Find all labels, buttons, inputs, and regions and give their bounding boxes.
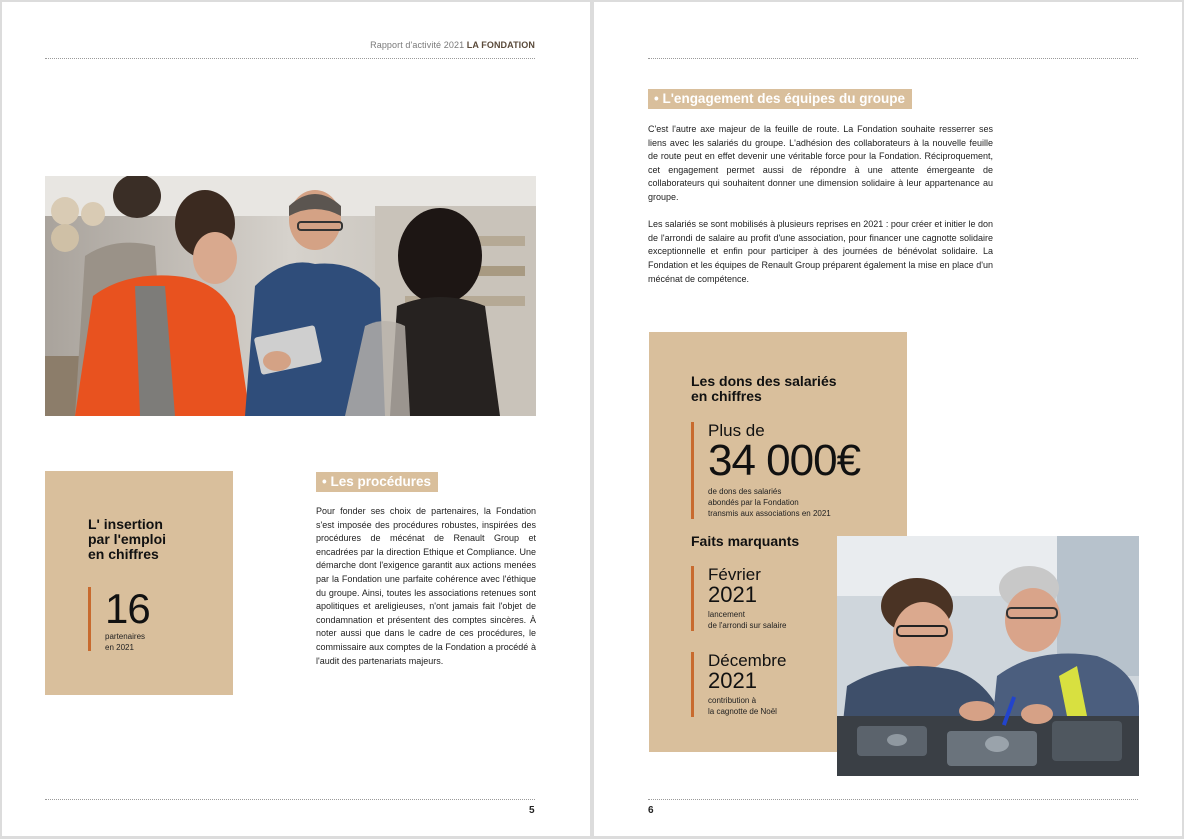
report-title: Rapport d'activité 2021 <box>370 40 465 50</box>
page-right <box>594 2 1182 836</box>
insertion-title-line-2: par l'emploi <box>88 531 167 547</box>
partner-caption-line-2: en 2021 <box>105 643 134 652</box>
dons-caption-line-2: abondés par la Fondation <box>708 498 799 507</box>
engagement-body <box>648 123 993 300</box>
fait-1-caption <box>708 609 786 631</box>
dons-stat <box>691 422 860 519</box>
header-divider-right <box>648 58 1138 59</box>
dons-caption-line-1: de dons des salariés <box>708 487 782 496</box>
engineers-workshop-image <box>837 536 1139 776</box>
page-number-right: 6 <box>648 805 654 816</box>
procedures-heading: • Les procédures <box>316 472 438 492</box>
insertion-box-title <box>88 517 166 562</box>
fait-item-1 <box>691 566 786 631</box>
fait-2-month: Décembre <box>708 651 787 670</box>
faits-title: Faits marquants <box>691 533 800 549</box>
procedures-paragraph: Pour fonder ses choix de partenaires, la Fondation s'est imposée des procédures robustes, inspirées des procédures de mécénat de Renault Group et encadrées par la direction Ethique et Compliance. Une démarche dont l'exigence garantit aux actions menées par la Fondation une parfaite cohérence avec l'éthique du groupe. Ainsi, toutes les associations retenues sont apolitiques et areligieuses, n'ont jamais fait l'objet de condamnation et présentent des comptes sincères. À noter aussi que dans le cadre de ces procédures, le commissaire aux comptes de la Fondation a procédé à l'audit des partenariats majeurs. <box>316 506 536 666</box>
insertion-title-line-1: L' insertion <box>88 516 163 532</box>
page-left <box>2 2 590 836</box>
insertion-stats-box <box>45 471 233 695</box>
partner-count: 16 <box>105 585 150 632</box>
fait-1-year: 2021 <box>708 582 757 607</box>
engagement-paragraph-2: Les salariés se sont mobilisés à plusieurs reprises en 2021 : pour créer et initier le don de l'arrondi de salaire au profit d'une association, pour financer une cagnotte solidaire exceptionnelle et enfin pour participer à des journées de bénévolat solidaire. La Fondation et les équipes de Renault Group préparent également la mise en place d'un mécénat de compétence. <box>648 219 993 284</box>
procedures-body <box>316 505 536 682</box>
dons-box-title <box>691 374 837 404</box>
dons-caption <box>708 486 860 519</box>
fait-2-caption-line-1: contribution à <box>708 696 757 705</box>
partner-caption-line-1: partenaires <box>105 632 146 641</box>
fait-1-caption-line-1: lancement <box>708 610 745 619</box>
dons-title-line-2: en chiffres <box>691 388 762 404</box>
fait-item-2 <box>691 652 786 717</box>
dons-prefix: Plus de <box>708 421 765 440</box>
insertion-title-line-3: en chiffres <box>88 546 159 562</box>
warehouse-team-image <box>45 176 536 416</box>
dons-title-line-1: Les dons des salariés <box>691 373 837 389</box>
photo-engineers-workshop <box>837 536 1139 776</box>
engagement-heading: • L'engagement des équipes du groupe <box>648 89 912 109</box>
running-header <box>370 40 535 50</box>
fait-2-caption-line-2: la cagnotte de Noël <box>708 707 777 716</box>
fait-1-caption-line-2: de l'arrondi sur salaire <box>708 621 787 630</box>
partner-caption <box>105 631 150 653</box>
dons-caption-line-3: transmis aux associations en 2021 <box>708 509 831 518</box>
fait-2-year: 2021 <box>708 668 757 693</box>
insertion-stat <box>88 587 150 651</box>
page-number-left: 5 <box>529 805 535 816</box>
engagement-paragraph-1: C'est l'autre axe majeur de la feuille de route. La Fondation souhaite resserrer ses liens avec les salariés du groupe. L'adhésion des collaborateurs à la nouvelle feuille de route peut en effet devenir une véritable force pour la Fondation. Réciproquement, cet engagement permet aussi de répondre à une attente émergeante de collaborateurs qui souhaitent donner une dimension solidaire à leur appartenance au groupe. <box>648 124 993 202</box>
fait-2-caption <box>708 695 786 717</box>
section-name: LA FONDATION <box>466 40 535 50</box>
dons-amount: 34 000€ <box>708 436 861 485</box>
header-divider <box>45 58 535 59</box>
fait-1-month: Février <box>708 565 761 584</box>
footer-divider <box>45 799 535 800</box>
footer-divider-right <box>648 799 1138 800</box>
photo-warehouse-team <box>45 176 536 416</box>
